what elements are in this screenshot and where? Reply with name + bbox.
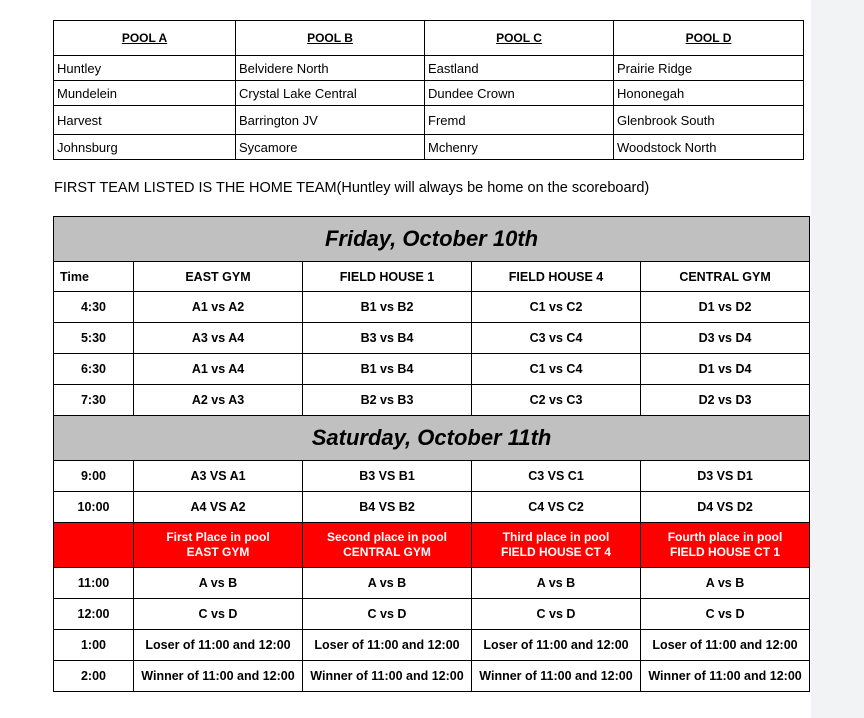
page-margin-strip (811, 0, 864, 718)
game-cell: Loser of 11:00 and 12:00 (134, 630, 303, 661)
game-cell: B2 vs B3 (303, 385, 472, 416)
column-header: CENTRAL GYM (641, 262, 810, 292)
pools-row (54, 106, 804, 135)
game-cell: Winner of 11:00 and 12:00 (472, 661, 641, 692)
placement-cell (303, 523, 472, 568)
team-cell: Johnsburg (54, 135, 236, 160)
placement-venue: FIELD HOUSE CT 4 (500, 545, 611, 559)
team-cell: Fremd (425, 106, 614, 135)
game-row (54, 568, 810, 599)
pools-row (54, 56, 804, 81)
home-team-note: FIRST TEAM LISTED IS THE HOME TEAM(Huntley will always be home on the scoreboard) (54, 180, 650, 196)
team-cell: Belvidere North (236, 56, 425, 81)
placement-label: Fourth place in pool (667, 530, 783, 544)
column-header: Time (54, 262, 134, 292)
game-row (54, 354, 810, 385)
pool-header: POOL D (614, 21, 804, 56)
game-cell: C2 vs C3 (472, 385, 641, 416)
time-cell: 2:00 (54, 661, 134, 692)
game-cell: A4 VS A2 (134, 492, 303, 523)
column-header-row (54, 262, 810, 292)
game-cell: D3 VS D1 (641, 461, 810, 492)
game-cell: A3 VS A1 (134, 461, 303, 492)
game-row (54, 292, 810, 323)
column-header: FIELD HOUSE 1 (303, 262, 472, 292)
game-cell: A1 vs A4 (134, 354, 303, 385)
game-row (54, 661, 810, 692)
pool-header: POOL A (54, 21, 236, 56)
time-cell: 1:00 (54, 630, 134, 661)
game-cell: C4 VS C2 (472, 492, 641, 523)
placement-cell (641, 523, 810, 568)
game-cell: A vs B (641, 568, 810, 599)
team-cell: Eastland (425, 56, 614, 81)
game-cell: C vs D (134, 599, 303, 630)
time-cell: 11:00 (54, 568, 134, 599)
placement-cell (54, 523, 134, 568)
game-cell: D2 vs D3 (641, 385, 810, 416)
placement-cell (134, 523, 303, 568)
game-cell: C1 vs C2 (472, 292, 641, 323)
game-cell: A2 vs A3 (134, 385, 303, 416)
game-cell: C1 vs C4 (472, 354, 641, 385)
game-cell: C3 VS C1 (472, 461, 641, 492)
column-header: FIELD HOUSE 4 (472, 262, 641, 292)
game-cell: C3 vs C4 (472, 323, 641, 354)
game-cell: Winner of 11:00 and 12:00 (134, 661, 303, 692)
game-cell: Winner of 11:00 and 12:00 (303, 661, 472, 692)
time-cell: 5:30 (54, 323, 134, 354)
game-cell: B4 VS B2 (303, 492, 472, 523)
game-row (54, 385, 810, 416)
pools-row (54, 81, 804, 106)
day-header-row (54, 416, 810, 461)
team-cell: Prairie Ridge (614, 56, 804, 81)
team-cell: Huntley (54, 56, 236, 81)
time-cell: 4:30 (54, 292, 134, 323)
game-cell: A vs B (472, 568, 641, 599)
team-cell: Sycamore (236, 135, 425, 160)
team-cell: Woodstock North (614, 135, 804, 160)
game-cell: D1 vs D4 (641, 354, 810, 385)
game-cell: C vs D (303, 599, 472, 630)
time-cell: 12:00 (54, 599, 134, 630)
game-cell: Winner of 11:00 and 12:00 (641, 661, 810, 692)
team-cell: Harvest (54, 106, 236, 135)
placement-row (54, 523, 810, 568)
game-cell: Loser of 11:00 and 12:00 (303, 630, 472, 661)
pools-row (54, 135, 804, 160)
saturday-title: Saturday, October 11th (54, 416, 810, 461)
game-cell: A3 vs A4 (134, 323, 303, 354)
pools-header-row (54, 21, 804, 56)
game-row (54, 492, 810, 523)
placement-label: First Place in pool (166, 530, 270, 544)
pool-header: POOL C (425, 21, 614, 56)
placement-venue: FIELD HOUSE CT 1 (670, 545, 781, 559)
game-row (54, 323, 810, 354)
game-cell: D4 VS D2 (641, 492, 810, 523)
game-cell: C vs D (641, 599, 810, 630)
game-cell: D1 vs D2 (641, 292, 810, 323)
team-cell: Glenbrook South (614, 106, 804, 135)
time-cell: 6:30 (54, 354, 134, 385)
team-cell: Crystal Lake Central (236, 81, 425, 106)
game-cell: Loser of 11:00 and 12:00 (472, 630, 641, 661)
team-cell: Hononegah (614, 81, 804, 106)
placement-venue: CENTRAL GYM (343, 545, 431, 559)
pool-header: POOL B (236, 21, 425, 56)
game-row (54, 599, 810, 630)
time-cell: 9:00 (54, 461, 134, 492)
friday-title: Friday, October 10th (54, 217, 810, 262)
placement-label: Second place in pool (326, 530, 448, 544)
team-cell: Mchenry (425, 135, 614, 160)
placement-venue: EAST GYM (186, 545, 250, 559)
game-cell: A vs B (134, 568, 303, 599)
game-cell: B3 VS B1 (303, 461, 472, 492)
game-row (54, 461, 810, 492)
time-cell: 10:00 (54, 492, 134, 523)
game-cell: B1 vs B2 (303, 292, 472, 323)
placement-label: Third place in pool (502, 530, 610, 544)
day-header-row (54, 217, 810, 262)
game-row (54, 630, 810, 661)
column-header: EAST GYM (134, 262, 303, 292)
placement-cell (472, 523, 641, 568)
game-cell: B3 vs B4 (303, 323, 472, 354)
game-cell: Loser of 11:00 and 12:00 (641, 630, 810, 661)
game-cell: A1 vs A2 (134, 292, 303, 323)
time-cell: 7:30 (54, 385, 134, 416)
game-cell: D3 vs D4 (641, 323, 810, 354)
schedule-table (53, 216, 810, 692)
team-cell: Dundee Crown (425, 81, 614, 106)
pools-table (53, 20, 804, 160)
game-cell: B1 vs B4 (303, 354, 472, 385)
game-cell: C vs D (472, 599, 641, 630)
team-cell: Barrington JV (236, 106, 425, 135)
game-cell: A vs B (303, 568, 472, 599)
team-cell: Mundelein (54, 81, 236, 106)
